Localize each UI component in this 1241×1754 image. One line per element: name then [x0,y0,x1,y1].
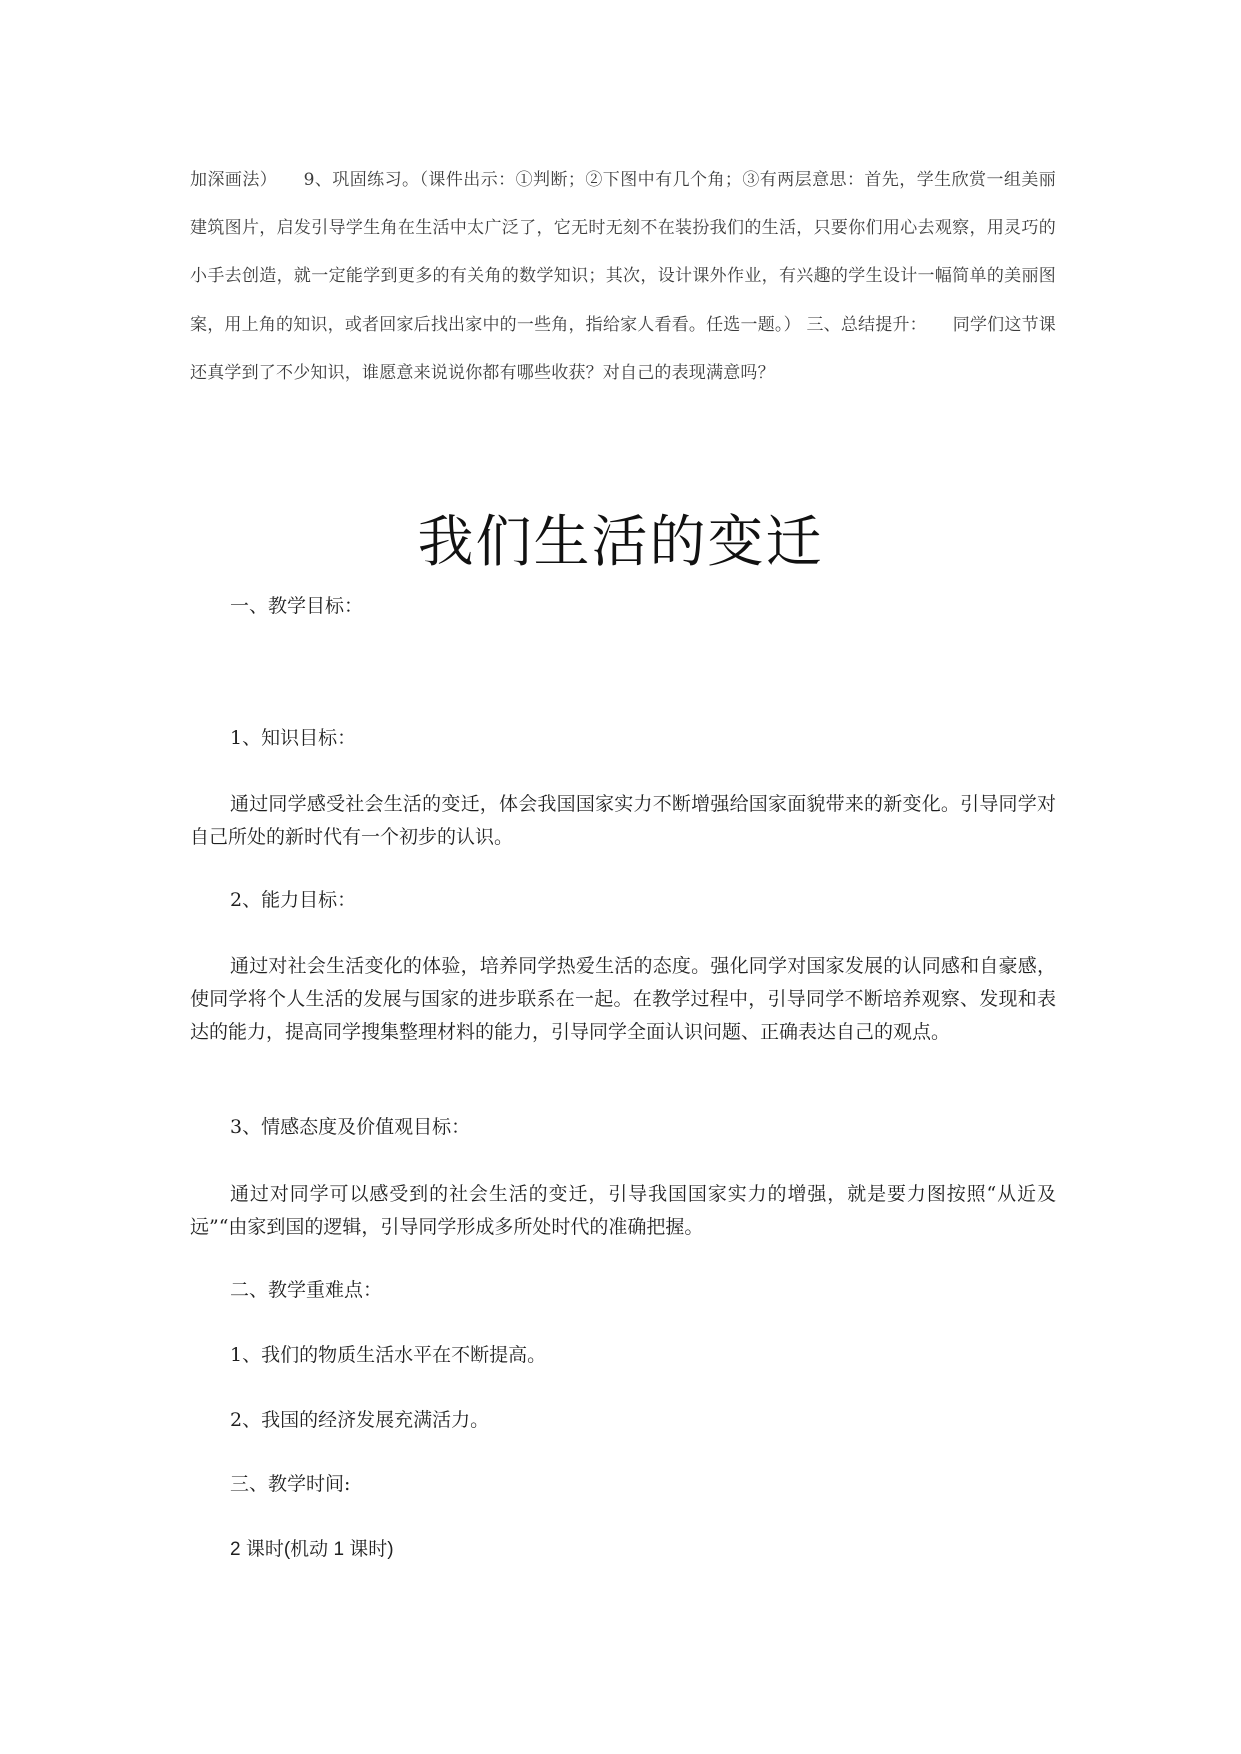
goals-heading: 一、教学目标： [230,595,364,617]
difficulty-item-1: 1、我们的物质生活水平在不断提高。 [230,1344,547,1366]
emotion-text: 通过对同学可以感受到的社会生活的变迁，引导我国国家实力的增强，就是要力图按照“从近及远”“由家到国的逻辑，引导同学形成多所处时代的准确把握。 [190,1183,1056,1238]
knowledge-text: 通过同学感受社会生活的变迁，体会我国国家实力不断增强给国家面貌带来的新变化。引导同学对自己所处的新时代有一个初步的认识。 [190,793,1056,848]
knowledge-heading: 1、知识目标： [230,727,357,749]
document-title: 我们生活的变迁 [417,510,824,575]
time-text: 2 课时(机动 1 课时) [230,1539,394,1560]
ability-text: 通过对社会生活变化的体验，培养同学热爱生活的态度。强化同学对国家发展的认同感和自豪感，使同学将个人生活的发展与国家的进步联系在一起。在教学过程中，引导同学不断培养观察、发现和表达的能力，提高同学搜集整理材料的能力，引导同学全面认识问题、正确表达自己的观点。 [190,955,1056,1043]
ability-heading: 2、能力目标： [230,889,357,911]
time-heading: 三、教学时间: [230,1473,351,1495]
emotion-heading: 3、情感态度及价值观目标： [230,1116,471,1138]
difficulty-heading: 二、教学重难点： [230,1279,383,1301]
intro-paragraph: 加深画法） 9、巩固练习。（课件出示：①判断；②下图中有几个角；③有两层意思：首先，学生欣赏一组美丽建筑图片，启发引导学生角在生活中太广泛了，它无时无刻不在装扮我们的生活，只要你们用心去观察，用灵巧的小手去创造，就一定能学到更多的有关角的数学知识；其次，设计课外作业，有兴趣的学生设计一幅简单的美丽图案，用上角的知识，或者回家后找出家中的一些角，指给家人看看。任选一题。） 三、总结提升： 同学们这节课还真学到了不少知识，谁愿意来说说你都有哪些收获？对自己的表现满意吗？ [190,170,1056,383]
difficulty-item-2: 2、我国的经济发展充满活力。 [230,1409,490,1431]
